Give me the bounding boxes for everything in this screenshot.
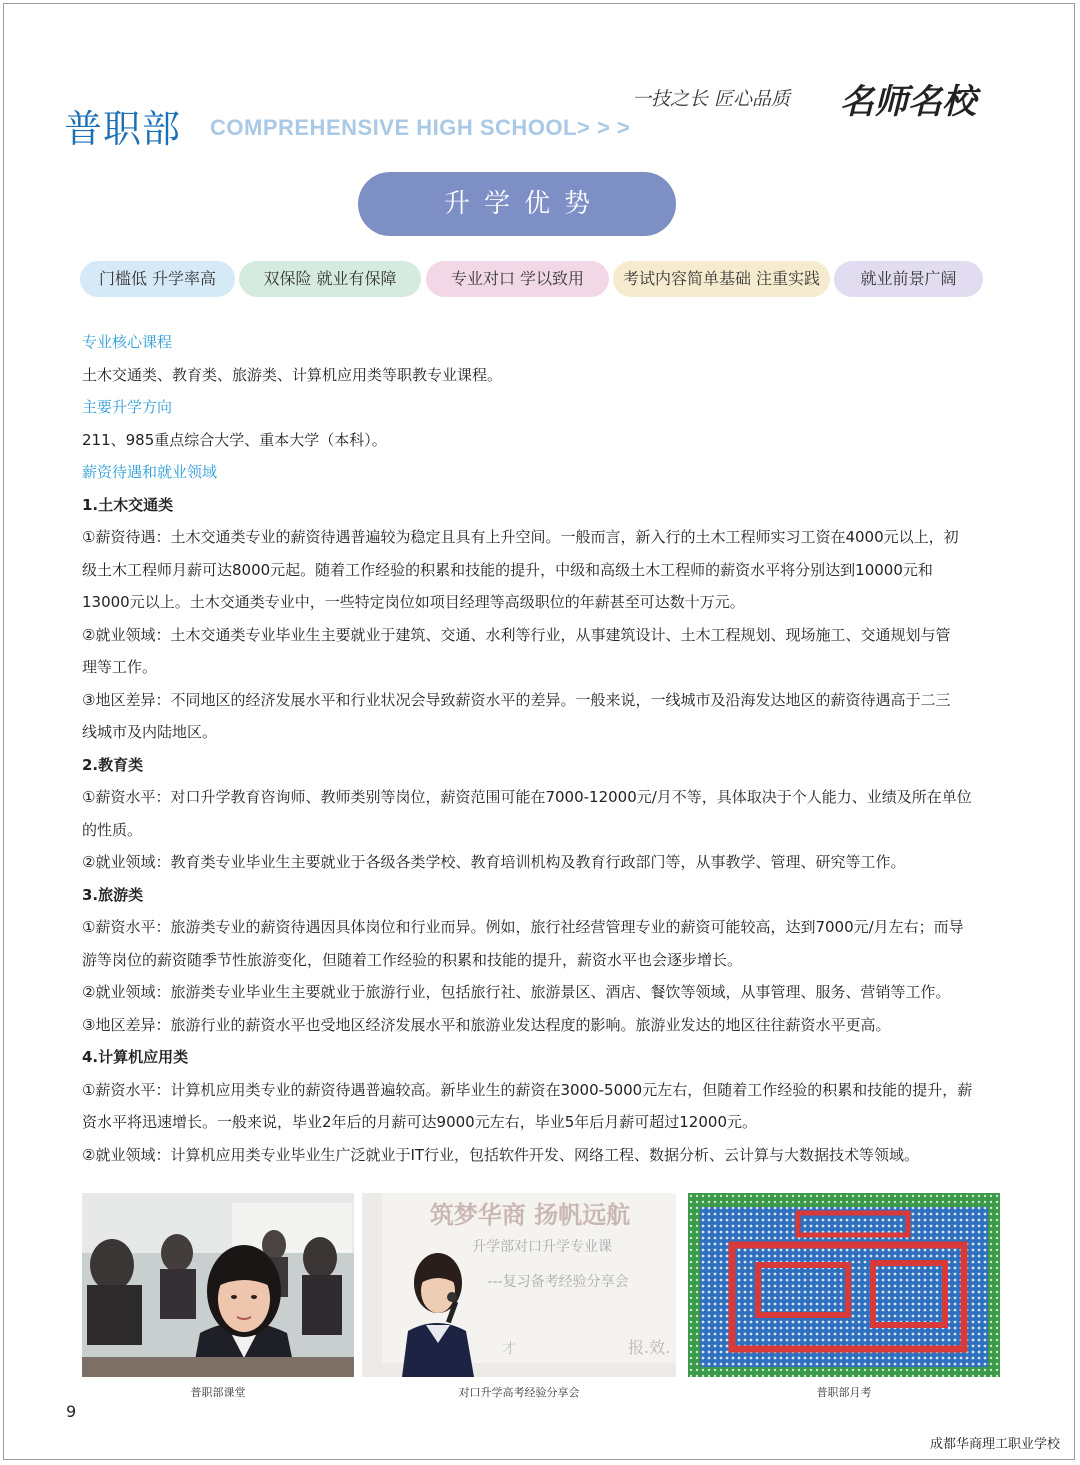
page-number: 9: [66, 1402, 77, 1421]
section-heading: 薪资待遇和就业领域: [82, 463, 218, 481]
monthly-exam-illustration: [688, 1193, 1000, 1377]
body-line: 级土木工程师月薪可达8000元起。随着工作经验的积累和技能的提升，中级和高级土木工程师的薪资水平将分别达到10000元和: [82, 560, 933, 579]
monthly-exam-photo: [688, 1193, 1000, 1377]
category-heading: 3.旅游类: [82, 885, 144, 904]
slogan-calligraphy: 名师名校: [840, 82, 976, 122]
body-line: 理等工作。: [82, 658, 158, 676]
body-line: ③地区差异：不同地区的经济发展水平和行业状况会导致薪资水平的差异。一般来说，一线城市及沿海发达地区的薪资待遇高于二三: [82, 690, 951, 709]
category-heading: 4.计算机应用类: [82, 1048, 189, 1066]
body-line: 游等岗位的薪资随季节性旅游变化，但随着工作经验的积累和技能的提升，薪资水平也会逐步增长。: [82, 950, 743, 969]
sharing-session-illustration: [362, 1193, 676, 1377]
banner-line-3: ---复习备考经验分享会: [487, 1274, 629, 1290]
body-line: ②就业领域：计算机应用类专业毕业生广泛就业于IT行业，包括软件开发、网络工程、数据分析、云计算与大数据技术等领域。: [82, 1145, 920, 1164]
body-line: ①薪资水平：计算机应用类专业的薪资待遇普遍较高。新毕业生的薪资在3000-5000元左右，但随着工作经验的积累和技能的提升，薪: [82, 1080, 973, 1099]
monthly-exam-caption: 普职部月考: [816, 1386, 872, 1399]
body-line: ②就业领域：土木交通类专业毕业生主要就业于建筑、交通、水利等行业，从事建筑设计、土木工程规划、现场施工、交通规划与管: [82, 625, 951, 644]
banner-corner-left: 才: [502, 1341, 516, 1357]
sharing-session-photo: [362, 1193, 676, 1377]
advantage-tag-5: 就业前景广阔: [834, 261, 983, 297]
classroom-photo-caption: 普职部课堂: [190, 1386, 246, 1399]
body-text: [82, 326, 1002, 1171]
department-subtitle: COMPREHENSIVE HIGH SCHOOL> > >: [210, 115, 631, 140]
advantage-tag-4: 考试内容简单基础 注重实践: [613, 261, 830, 297]
body-line: ③地区差异：旅游行业的薪资水平也受地区经济发展水平和旅游业发达程度的影响。旅游业发达的地区往往薪资水平更高。: [82, 1015, 891, 1034]
body-line: 211、985重点综合大学、重本大学（本科）。: [82, 430, 387, 449]
section-heading: 专业核心课程: [82, 333, 173, 351]
banner-line-2: 升学部对口升学专业课: [472, 1239, 612, 1255]
section-heading-pill: 升学优势: [358, 172, 676, 236]
section-heading: 主要升学方向: [82, 398, 173, 416]
body-line: ①薪资水平：旅游类专业的薪资待遇因具体岗位和行业而异。例如，旅行社经营管理专业的薪资可能较高，达到7000元/月左右；而导: [82, 918, 964, 936]
body-line: 资水平将迅速增长。一般来说，毕业2年后的月薪可达9000元左右，毕业5年后月薪可超过12000元。: [82, 1113, 757, 1131]
category-heading: 1.土木交通类: [82, 495, 174, 514]
classroom-photo-illustration: [82, 1193, 354, 1377]
category-heading: 2.教育类: [82, 755, 144, 774]
body-line: 线城市及内陆地区。: [82, 723, 218, 741]
body-line: ②就业领域：教育类专业毕业生主要就业于各级各类学校、教育培训机构及教育行政部门等，从事教学、管理、研究等工作。: [82, 853, 906, 871]
banner-text: 筑梦华商 扬帆远航: [429, 1201, 631, 1229]
school-name: 成都华商理工职业学校: [930, 1437, 1061, 1452]
slogan: 一技之长 匠心品质: [632, 88, 791, 110]
advantage-tag-2: 双保险 就业有保障: [239, 261, 421, 297]
sharing-session-caption: 对口升学高考经验分享会: [458, 1386, 580, 1399]
department-title: 普职部: [64, 107, 182, 151]
body-line: 的性质。: [82, 820, 143, 839]
body-line: 13000元以上。土木交通类专业中，一些特定岗位如项目经理等高级职位的年薪甚至可达数十万元。: [82, 593, 745, 611]
classroom-photo: [82, 1193, 354, 1377]
body-line: ①薪资待遇：土木交通类专业的薪资待遇普遍较为稳定且具有上升空间。一般而言，新入行的土木工程师实习工资在4000元以上，初: [82, 528, 959, 546]
advantage-tag-1: 门槛低 升学率高: [80, 261, 235, 297]
body-line: ②就业领域：旅游类专业毕业生主要就业于旅游行业，包括旅行社、旅游景区、酒店、餐饮等领域，从事管理、服务、营销等工作。: [82, 983, 951, 1001]
banner-corner: 报.效.: [628, 1338, 671, 1357]
body-line: 土木交通类、教育类、旅游类、计算机应用类等职教专业课程。: [82, 365, 503, 384]
advantage-tag-3: 专业对口 学以致用: [426, 261, 609, 297]
body-line: ①薪资水平：对口升学教育咨询师、教师类别等岗位，薪资范围可能在7000-12000元/月不等，具体取决于个人能力、业绩及所在单位: [82, 788, 972, 806]
